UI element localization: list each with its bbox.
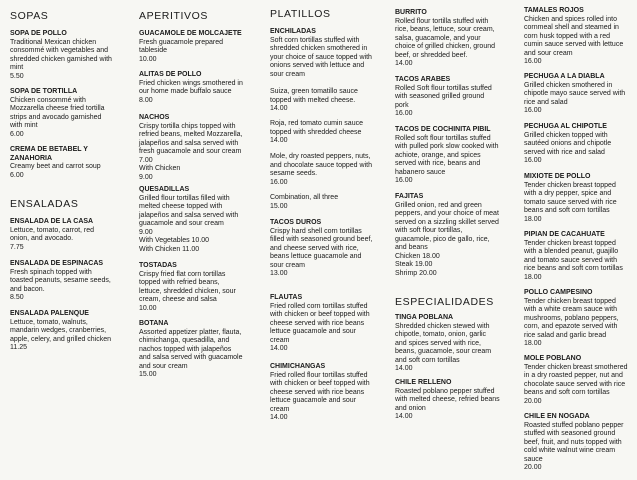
item-name: MOLE POBLANO <box>524 355 582 362</box>
item-price: 16.00 <box>270 178 288 186</box>
item-name: ENSALADA DE LA CASA <box>10 218 94 225</box>
item-description: Fresh spinach topped with toasted peanuts, sesame seeds, and bacon. <box>10 268 111 293</box>
item-description: Crispy fried flat corn tortillas topped with refried beans, lettuce, shredded chicken, sour cream, cheese and salsa <box>139 270 236 303</box>
item-name: CHILE EN NOGADA <box>524 413 590 420</box>
item-description: Fresh guacamole prepared tableside <box>139 38 224 54</box>
item-name: ENCHILADAS <box>270 28 316 35</box>
menu-item-botana <box>139 320 265 380</box>
menu-item-enchiladas-roja <box>270 120 394 146</box>
item-description: Grilled chicken topped with sautéed onions and chipotle served with rice and salad <box>524 131 612 156</box>
menu-item-chile-en-nogada <box>524 413 637 473</box>
item-price: 20.00 <box>524 464 542 471</box>
menu-item-enchiladas <box>270 28 394 79</box>
item-price: 8.50 <box>10 294 24 301</box>
menu-item-ensalada-de-la-casa <box>10 218 132 252</box>
menu-item-tostadas <box>139 262 265 313</box>
item-price: 13.00 <box>270 270 288 277</box>
menu-item-tinga-poblana <box>395 314 519 374</box>
item-price: 14.00 <box>395 60 413 67</box>
item-description: Roja, red tomato cumin sauce topped with shredded cheese <box>270 120 363 136</box>
item-name: FAJITAS <box>395 193 424 200</box>
item-price: 10.00 <box>139 55 157 63</box>
item-name: PECHUGA A LA DIABLA <box>524 73 605 80</box>
menu-item-enchiladas-suiza <box>270 88 394 114</box>
item-name: FLAUTAS <box>270 294 303 301</box>
item-description: Fried chicken wings smothered in our home made buffalo sauce <box>139 79 243 95</box>
item-name: CHILE RELLENO <box>395 379 452 386</box>
menu-item-enchiladas-combination <box>270 194 394 211</box>
item-name: POLLO CAMPESINO <box>524 289 593 296</box>
item-description: Fried rolled corn tortillas stuffed with chicken or beef topped with cheese served with rice beans lettuce guacamole and sour cream <box>270 302 370 344</box>
item-price: 16.00 <box>524 157 542 164</box>
item-description: Assorted appetizer platter, flauta, chimichanga, quesadilla, and nachos topped with jalapeños and salsa served with guacamole and sour cream <box>139 328 243 370</box>
item-price: 8.00 <box>139 96 153 104</box>
menu-item-pipian-de-cacahuate <box>524 231 637 282</box>
menu-item-tacos-duros <box>270 219 394 279</box>
item-description: Crispy tortilla chips topped with refried beans, melted Mozzarella, jalapeños and salsa served with fresh guacamole and sour cream <box>139 122 243 155</box>
item-price: 7.00 With Chicken 9.00 <box>139 156 181 181</box>
item-description: Traditional Mexican chicken consommé with vegetables and shredded chicken garnished with mint <box>10 38 112 71</box>
item-description: Soft corn tortillas stuffed with shredded chicken smothered in your choice of sauce topped with onions served with lettuce and sour cream <box>270 36 372 78</box>
item-name: NACHOS <box>139 114 170 121</box>
item-description: Creamy beet and carrot soup <box>10 163 101 170</box>
menu-item-pechuga-al-chipotle <box>524 123 637 166</box>
item-price: Chicken 18.00 Steak 19.00 Shrimp 20.00 <box>395 252 440 277</box>
menu-item-flautas <box>270 294 394 354</box>
item-description: Roasted poblano pepper stuffed with melted cheese, refried beans and onion <box>395 387 500 412</box>
item-description: Lettuce, tomato, carrot, red onion, and avocado. <box>10 226 95 242</box>
item-price: 16.00 <box>395 177 413 184</box>
item-description: Grilled flour tortillas filled with melted cheese topped with jalapeños and salsa served with guacamole and sour cream <box>139 194 239 227</box>
item-description: Tender chicken breast topped with a dry pepper, spice and tomato sauce served with rice beans and soft corn tortillas <box>524 181 617 214</box>
item-price: 10.00 <box>139 304 157 312</box>
item-name: ENSALADA PALENQUE <box>10 310 89 317</box>
menu-item-fajitas <box>395 193 519 278</box>
section-heading-especialidades: ESPECIALIDADES <box>395 296 494 308</box>
item-name: SOPA DE TORTILLA <box>10 88 78 95</box>
item-price: 16.00 <box>524 107 542 114</box>
item-name: TOSTADAS <box>139 262 177 269</box>
menu-item-guacamole <box>139 30 265 64</box>
item-description: Lettuce, tomato, walnuts, mandarin wedges, cranberries, apple, celery, and grilled chicken <box>10 318 112 343</box>
item-name: CHIMICHANGAS <box>270 363 326 370</box>
item-name: BOTANA <box>139 320 169 327</box>
section-heading-sopas: SOPAS <box>10 10 49 22</box>
item-price: 16.00 <box>395 110 413 117</box>
item-name: TACOS DE COCHINITA PIBIL <box>395 126 491 133</box>
menu-item-pechuga-a-la-diabla <box>524 73 637 116</box>
item-description: Rolled Soft flour tortillas stuffed with seasoned grilled ground pork <box>395 84 492 109</box>
item-name: ENSALADA DE ESPINACAS <box>10 260 104 267</box>
item-name: TACOS ARABES <box>395 76 451 83</box>
menu-item-sopa-de-pollo <box>10 30 132 81</box>
menu-item-sopa-de-tortilla <box>10 88 132 139</box>
section-heading-ensaladas: ENSALADAS <box>10 198 79 210</box>
menu-item-chimichangas <box>270 363 394 423</box>
menu-item-mixiote-de-pollo <box>524 173 637 224</box>
item-price: 14.00 <box>395 365 413 372</box>
section-heading-aperitivos: APERITIVOS <box>139 10 209 22</box>
section-heading-platillos: PLATILLOS <box>270 8 331 20</box>
item-description: Chicken and spices rolled into cornmeal shell and steamed in corn husk topped with a red cumin sauce served with lettuce and sour cream <box>524 15 624 57</box>
item-name: TACOS DUROS <box>270 219 322 226</box>
item-description: Mole, dry roasted peppers, nuts, and chocolate sauce topped with sesame seeds. <box>270 153 372 177</box>
item-description: Crispy hard shell corn tortillas filled with seasoned ground beef, and cheese served with rice, beans lettuce guacamole and sour cream <box>270 227 373 269</box>
item-name: PIPIAN DE CACAHUATE <box>524 231 605 238</box>
item-price: 14.00 <box>270 414 288 421</box>
menu-item-tacos-de-cochinita-pibil <box>395 126 519 186</box>
item-description: Tender chicken breast topped with a white cream sauce with mushrooms, poblano peppers, corn, and epazote served with rice salad and garlic bread <box>524 297 619 339</box>
menu-item-chile-relleno <box>395 379 519 422</box>
item-name: TAMALES ROJOS <box>524 7 584 14</box>
item-price: 18.00 <box>524 273 542 281</box>
item-description: Combination, all three <box>270 194 339 201</box>
item-description: Rolled soft flour tortillas stuffed with pulled pork slow cooked with achiote, orange, and spices served with rice, beans and habanero sauce <box>395 134 499 176</box>
menu-item-crema-de-betabel <box>10 146 132 180</box>
item-name: MIXIOTE DE POLLO <box>524 173 591 180</box>
item-name: GUACAMOLE DE MOLCAJETE <box>139 30 242 37</box>
menu-item-tacos-arabes <box>395 76 519 119</box>
item-name: BURRITO <box>395 9 427 16</box>
item-description: Grilled onion, red and green peppers, and your choice of meat served on a sizzling skillet served with soft flour tortillas, guacamole, pico de gallo, rice, and beans <box>395 201 499 251</box>
menu-item-ensalada-palenque <box>10 310 132 353</box>
item-price: 14.00 <box>270 105 288 112</box>
item-name: QUESADILLAS <box>139 186 190 193</box>
item-price: 6.00 <box>10 171 24 179</box>
item-description: Shredded chicken stewed with chipotle, tomato, onion, garlic and spices served with rice, beans, guacamole, sour cream and soft corn tortillas <box>395 322 492 364</box>
menu-item-alitas-de-pollo <box>139 71 265 105</box>
item-description: Chicken consommé with Mozzarella cheese fried tortilla strips and avocado garnished with mint <box>10 96 105 129</box>
item-price: 18.00 <box>524 215 542 223</box>
menu-item-pollo-campesino <box>524 289 637 349</box>
item-price: 15.00 <box>139 371 157 378</box>
item-price: 14.00 <box>395 413 413 420</box>
item-price: 14.00 <box>270 137 288 144</box>
item-description: Suiza, green tomatillo sauce topped with melted cheese. <box>270 88 358 104</box>
item-description: Rolled flour tortilla stuffed with rice, beans, lettuce, sour cream, salsa, guacamole, and your choice of grilled chicken, ground beef, or shredded beef. <box>395 17 496 59</box>
item-description: Tender chicken breast smothered in a dry roasted pepper, nut and chocolate sauce served with rice beans and soft corn tortillas <box>524 363 628 396</box>
item-description: Roasted stuffed poblano pepper stuffed with seasoned ground beef, fruit, and nuts topped with cold white walnut wine cream sauce <box>524 421 624 463</box>
item-name: TINGA POBLANA <box>395 314 454 321</box>
menu-item-quesadillas <box>139 186 265 254</box>
menu-item-mole-poblano <box>524 355 637 406</box>
menu-item-enchiladas-mole <box>270 153 394 187</box>
menu-item-tamales-rojos <box>524 7 637 67</box>
menu-item-burrito <box>395 9 519 69</box>
item-description: Tender chicken breast topped with a blended peanut, guajillo and tomato sauce served with rice beans and soft corn tortillas <box>524 239 623 272</box>
item-price: 18.00 <box>524 340 542 347</box>
item-price: 7.75 <box>10 243 24 251</box>
item-price: 9.00 With Vegetables 10.00 With Chicken 11.00 <box>139 228 210 253</box>
item-price: 11.25 <box>10 344 27 351</box>
item-description: Fried rolled flour tortillas stuffed with chicken or beef topped with cheese served with rice beans lettuce guacamole and sour cream <box>270 371 370 413</box>
item-price: 14.00 <box>270 345 288 352</box>
item-name: PECHUGA AL CHIPOTLE <box>524 123 607 130</box>
menu-item-ensalada-de-espinacas <box>10 260 132 303</box>
item-price: 15.00 <box>270 202 288 210</box>
item-name: SOPA DE POLLO <box>10 30 67 37</box>
item-price: 20.00 <box>524 397 542 405</box>
item-description: Grilled chicken smothered in chipotle mayo sauce served with rice and salad <box>524 81 626 106</box>
item-price: 5.50 <box>10 72 24 80</box>
item-price: 16.00 <box>524 58 542 65</box>
item-name: CREMA DE BETABEL Y ZANAHORIA <box>10 146 88 162</box>
menu-item-nachos <box>139 114 265 182</box>
item-name: ALITAS DE POLLO <box>139 71 202 78</box>
item-price: 6.00 <box>10 130 24 138</box>
